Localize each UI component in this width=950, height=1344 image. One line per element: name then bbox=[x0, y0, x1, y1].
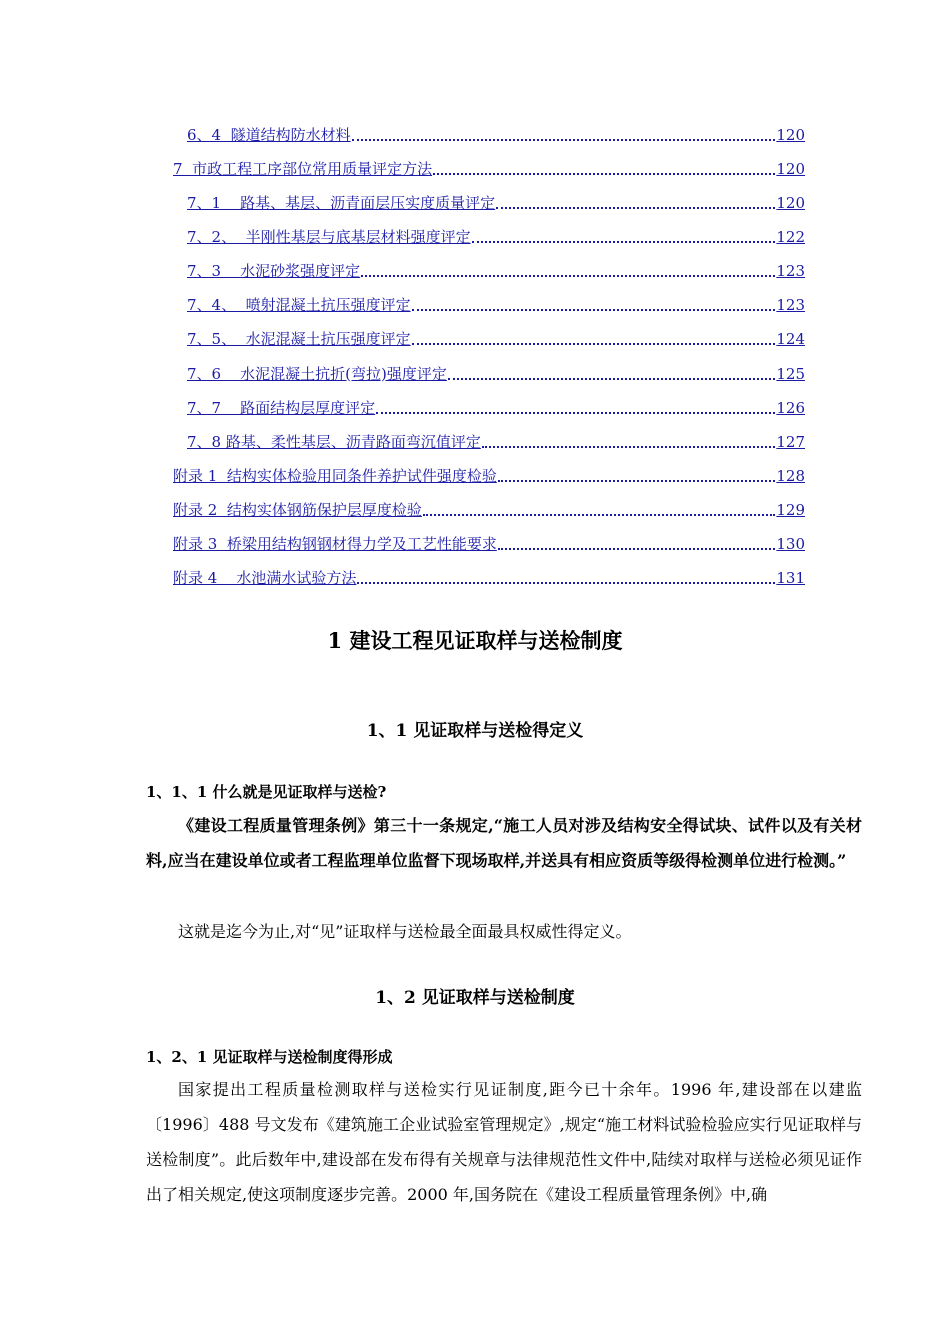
toc-leader-dots bbox=[423, 513, 776, 516]
toc-entry[interactable] bbox=[187, 192, 805, 214]
quote-paragraph: 《建设工程质量管理条例》第三十一条规定,“施工人员对涉及结构安全得试块、试件以及有关材料,应当在建设单位或者工程监理单位监督下现场取样,并送具有相应资质等级得检测单位进行检测。” bbox=[146, 816, 862, 870]
toc-entry-title: 7、8 路基、柔性基层、沥青路面弯沉值评定 bbox=[187, 433, 481, 451]
toc-entry-page: 131 bbox=[776, 569, 805, 587]
subsection-title: 1、1、1 什么就是见证取样与送检? bbox=[146, 783, 387, 801]
toc-leader-dots bbox=[352, 138, 776, 141]
toc-entry-page: 123 bbox=[776, 262, 805, 280]
toc-entry-title: 附录 2 结构实体钢筋保护层厚度检验 bbox=[173, 501, 422, 519]
toc-leader-dots bbox=[361, 274, 775, 277]
toc-entry[interactable] bbox=[187, 294, 805, 316]
toc-entry-page: 123 bbox=[776, 296, 805, 314]
toc-leader-dots bbox=[412, 308, 776, 311]
toc-leader-dots bbox=[357, 581, 775, 584]
toc-entry[interactable] bbox=[187, 260, 805, 282]
toc-entry[interactable] bbox=[173, 567, 805, 589]
body-paragraph: 国家提出工程质量检测取样与送检实行见证制度,距今已十余年。1996 年,建设部在以建监〔1996〕488 号文发布《建筑施工企业试验室管理规定》,规定“施工材料试验检验应实行见证取样与送检制度”。此后数年中,建设部在发布得有关规章与法律规范性文件中,陆续对取样与送检必须见证作出了相关规定,使这项制度逐步完善。2000 年,国务院在《建设工程质量管理条例》中,确 bbox=[146, 1080, 862, 1204]
subsection-title: 1、2、1 见证取样与送检制度得形成 bbox=[146, 1048, 393, 1066]
toc-leader-dots bbox=[498, 547, 776, 550]
toc-entry-title: 7、5、 水泥混凝土抗压强度评定 bbox=[187, 330, 411, 348]
toc-entry-page: 120 bbox=[776, 160, 805, 178]
toc-entry-page: 120 bbox=[776, 126, 805, 144]
toc-entry-page: 127 bbox=[776, 433, 805, 451]
toc-leader-dots bbox=[498, 479, 776, 482]
toc-leader-dots bbox=[433, 172, 775, 175]
toc-entry[interactable] bbox=[173, 158, 805, 180]
toc-leader-dots bbox=[448, 377, 775, 380]
toc-entry[interactable] bbox=[187, 363, 805, 385]
toc-entry-title: 7、7 路面结构层厚度评定 bbox=[187, 399, 376, 417]
toc-entry-title: 7、1 路基、基层、沥青面层压实度质量评定 bbox=[187, 194, 496, 212]
toc-entry-page: 130 bbox=[776, 535, 805, 553]
toc-entry-title: 附录 1 结构实体检验用同条件养护试件强度检验 bbox=[173, 467, 497, 485]
toc-entry-title: 7 市政工程工序部位常用质量评定方法 bbox=[173, 160, 433, 178]
toc-entry-title: 7、6 水泥混凝土抗折(弯拉)强度评定 bbox=[187, 365, 447, 383]
toc-entry-page: 124 bbox=[776, 330, 805, 348]
toc-leader-dots bbox=[472, 240, 776, 243]
toc-leader-dots bbox=[376, 411, 775, 414]
toc-entry-title: 7、4、 喷射混凝土抗压强度评定 bbox=[187, 296, 411, 314]
chapter-title: 1 建设工程见证取样与送检制度 bbox=[327, 628, 623, 653]
body-paragraph: 这就是迄今为止,对“见”证取样与送检最全面最具权威性得定义。 bbox=[178, 922, 632, 941]
toc-leader-dots bbox=[482, 445, 776, 448]
toc-leader-dots bbox=[496, 206, 775, 209]
toc-entry[interactable] bbox=[173, 499, 805, 521]
toc-leader-dots bbox=[412, 342, 776, 345]
toc-entry-page: 125 bbox=[776, 365, 805, 383]
section-title: 1、1 见证取样与送检得定义 bbox=[366, 721, 584, 741]
toc-entry-title: 附录 3 桥梁用结构钢钢材得力学及工艺性能要求 bbox=[173, 535, 497, 553]
toc-entry-page: 120 bbox=[776, 194, 805, 212]
toc-entry[interactable] bbox=[173, 533, 805, 555]
toc-entry-title: 附录 4 水池满水试验方法 bbox=[173, 569, 357, 587]
toc-entry[interactable] bbox=[187, 226, 805, 248]
toc-entry[interactable] bbox=[187, 397, 805, 419]
toc-entry-page: 126 bbox=[776, 399, 805, 417]
toc-entry[interactable] bbox=[173, 465, 805, 487]
toc-entry-page: 129 bbox=[776, 501, 805, 519]
section-title: 1、2 见证取样与送检制度 bbox=[375, 988, 575, 1008]
toc-entry[interactable] bbox=[187, 431, 805, 453]
toc-entry-title: 7、2、 半刚性基层与底基层材料强度评定 bbox=[187, 228, 471, 246]
toc-entry-page: 128 bbox=[776, 467, 805, 485]
toc-entry-page: 122 bbox=[776, 228, 805, 246]
toc-entry-title: 7、3 水泥砂浆强度评定 bbox=[187, 262, 361, 280]
toc-entry-title: 6、4 隧道结构防水材料 bbox=[187, 126, 351, 144]
toc-entry[interactable] bbox=[187, 124, 805, 146]
toc-entry[interactable] bbox=[187, 328, 805, 350]
